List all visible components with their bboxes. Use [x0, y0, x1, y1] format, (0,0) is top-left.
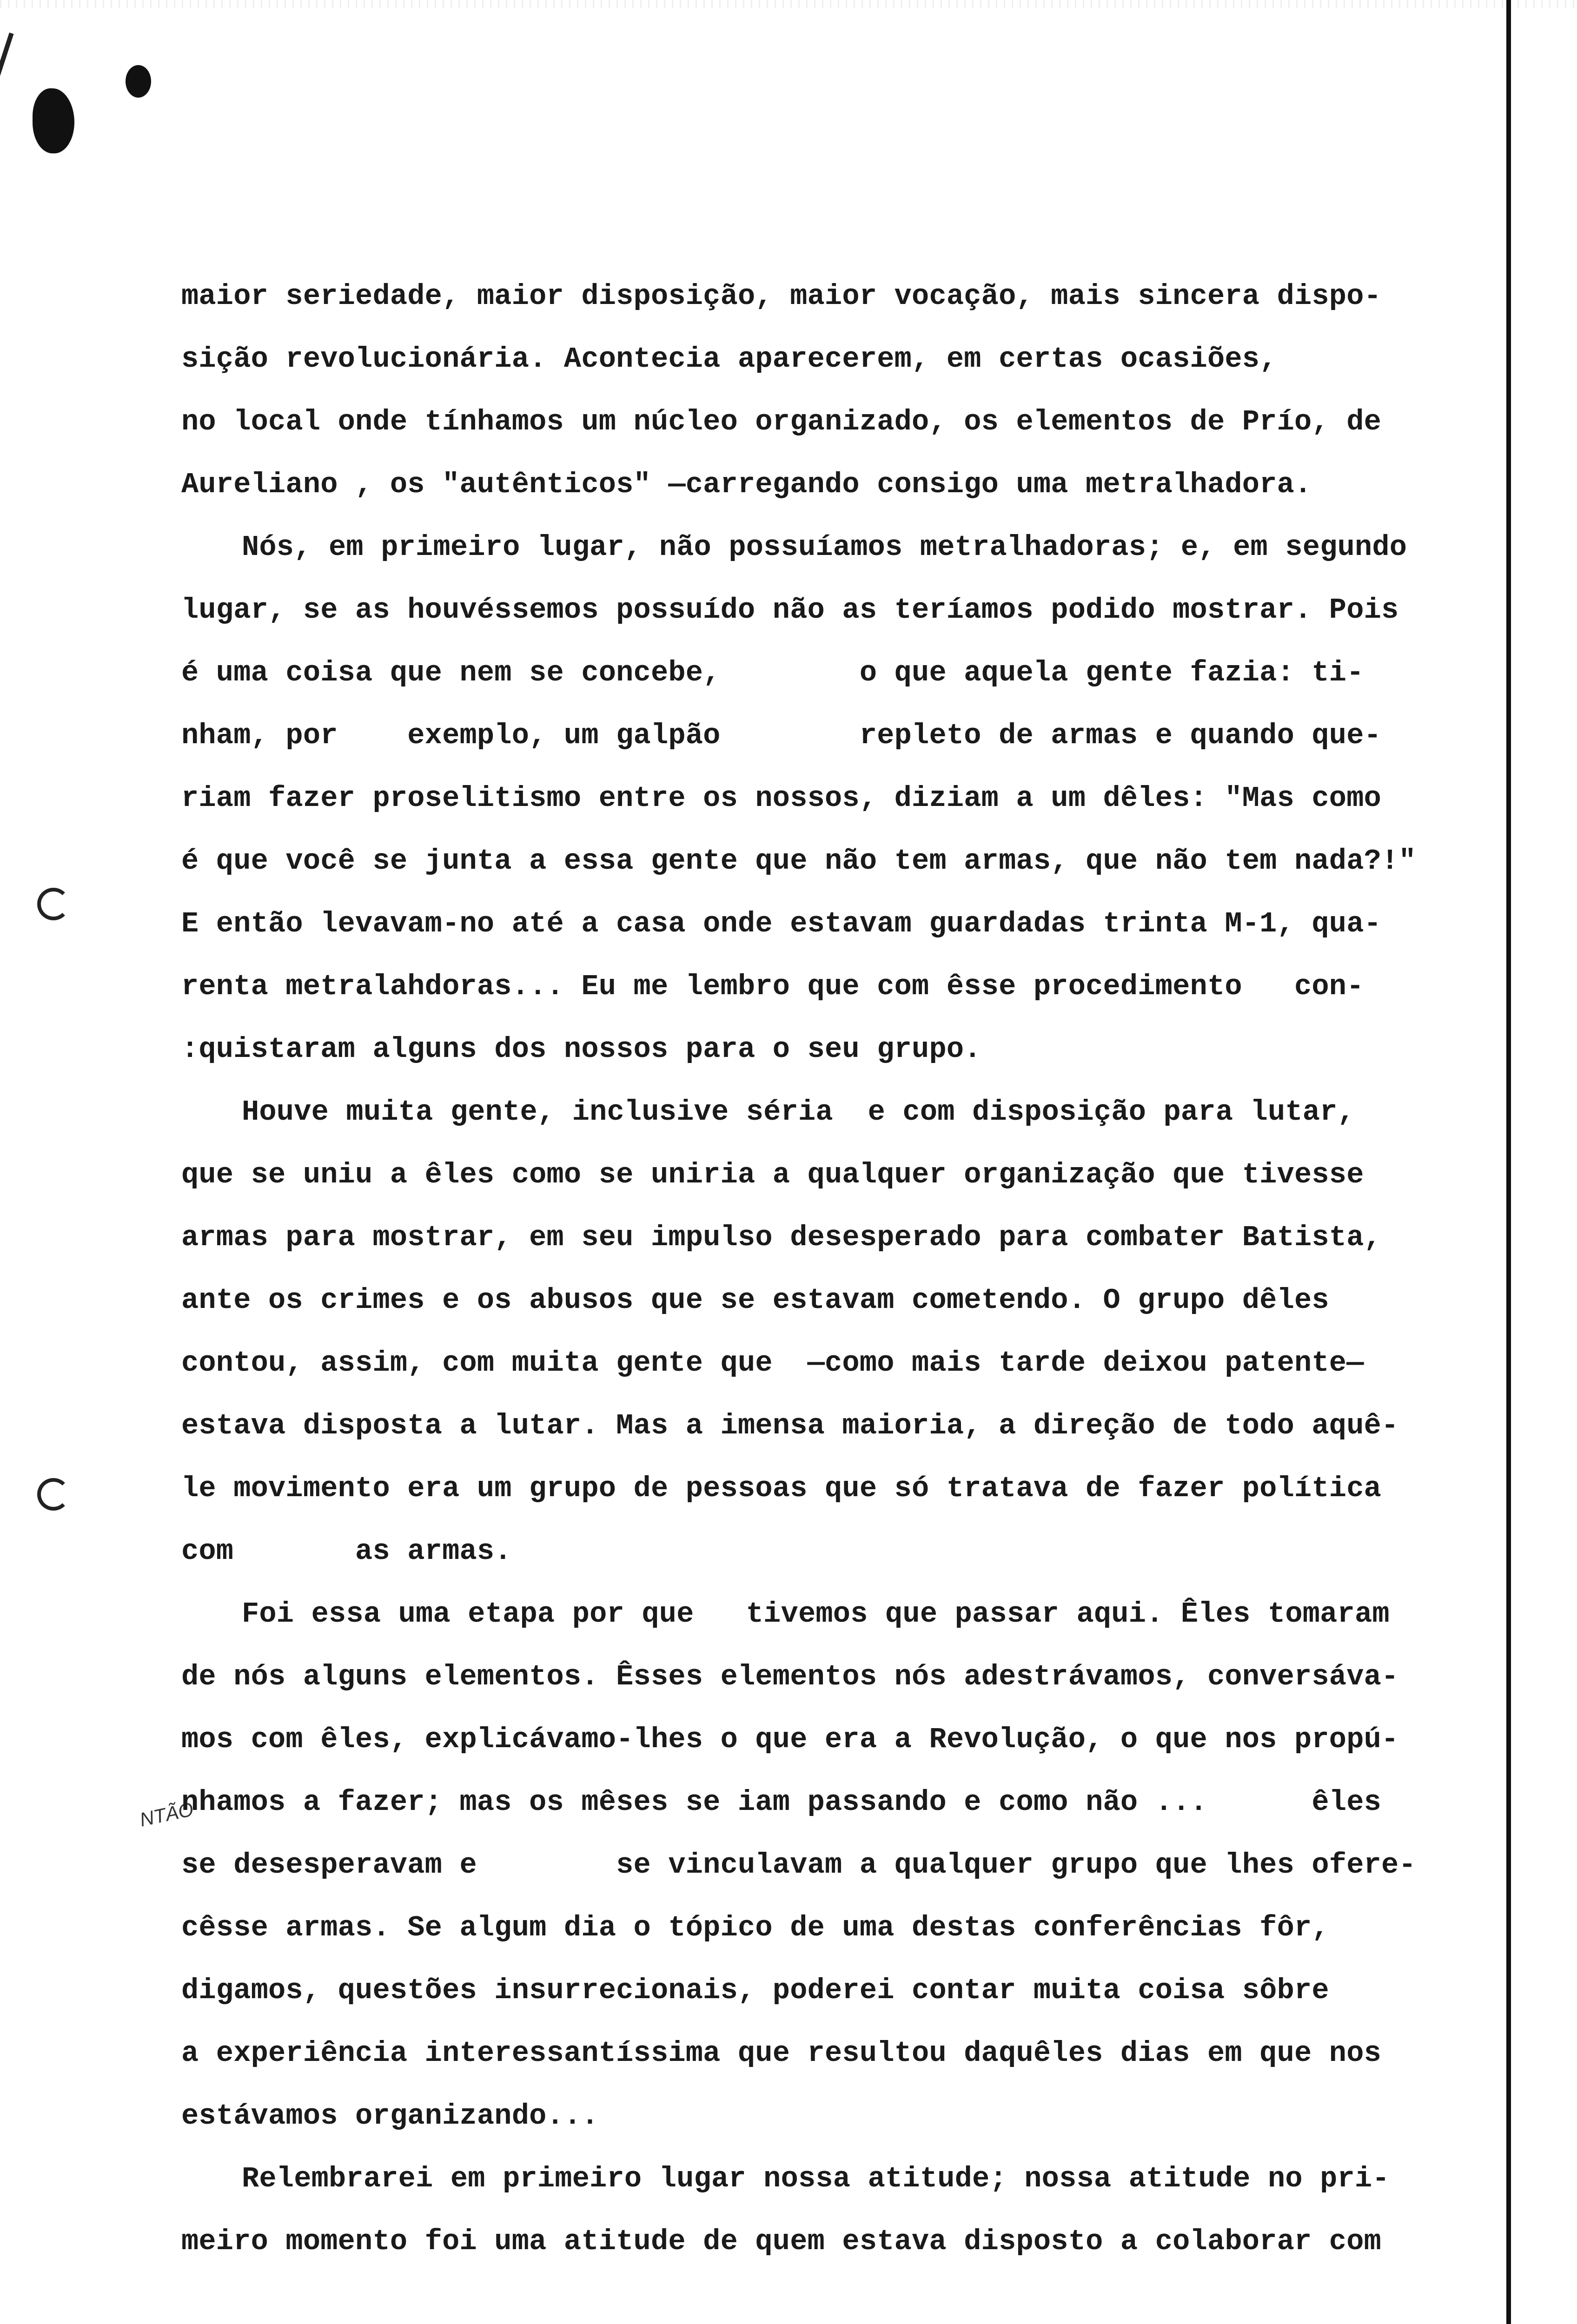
text-line: meiro momento foi uma atitude de quem estava disposto a colaborar com — [181, 2225, 1382, 2258]
text-line: Aureliano , os "autênticos" —carregando consigo uma metralhadora. — [181, 468, 1312, 501]
scan-artifact-top — [0, 0, 1577, 8]
text-line: de nós alguns elementos. Êsses elementos nós adestrávamos, conversáva- — [181, 1660, 1399, 1693]
text-line: sição revolucionária. Acontecia aparecerem, em certas ocasiões, — [181, 343, 1277, 376]
text-line: nham, por exemplo, um galpão repleto de armas e quando que- — [181, 719, 1382, 752]
text-line: no local onde tínhamos um núcleo organizado, os elementos de Prío, de — [181, 405, 1382, 438]
text-line: :quistaram alguns dos nossos para o seu grupo. — [181, 1033, 981, 1066]
text-line: riam fazer proselitismo entre os nossos, diziam a um dêles: "Mas como — [181, 782, 1382, 815]
text-line: Relembrarei em primeiro lugar nossa atitude; nossa atitude no pri- — [242, 2162, 1390, 2195]
text-line: nhamos a fazer; mas os mêses se iam passando e como não ... êles — [181, 1786, 1382, 1819]
text-line: le movimento era um grupo de pessoas que só tratava de fazer política — [181, 1472, 1382, 1505]
text-line: maior seriedade, maior disposição, maior vocação, mais sincera dispo- — [181, 280, 1382, 313]
text-line: ante os crimes e os abusos que se estavam cometendo. O grupo dêles — [181, 1284, 1329, 1317]
punch-hole-lower — [37, 1478, 70, 1511]
text-line: digamos, questões insurrecionais, poderei contar muita coisa sôbre — [181, 1974, 1329, 2007]
text-line: contou, assim, com muita gente que —como mais tarde deixou patente— — [181, 1347, 1364, 1380]
text-line: Foi essa uma etapa por que tivemos que passar aqui. Êles tomaram — [242, 1598, 1390, 1631]
margin-note: NTÃO — [138, 1798, 196, 1831]
text-line: estava disposta a lutar. Mas a imensa maioria, a direção de todo aquê- — [181, 1409, 1399, 1442]
text-line: Nós, em primeiro lugar, não possuíamos metralhadoras; e, em segundo — [242, 531, 1407, 564]
text-line: é uma coisa que nem se concebe, o que aquela gente fazia: ti- — [181, 656, 1364, 689]
text-line: E então levavam-no até a casa onde estavam guardadas trinta M-1, qua- — [181, 907, 1382, 940]
text-line: mos com êles, explicávamo-lhes o que era a Revolução, o que nos propú- — [181, 1723, 1399, 1756]
ink-dot-mark — [126, 65, 151, 98]
text-line: a experiência interessantíssima que resultou daquêles dias em que nos — [181, 2037, 1382, 2070]
typed-text-body — [181, 265, 1511, 2273]
text-line: Houve muita gente, inclusive séria e com disposição para lutar, — [242, 1096, 1355, 1129]
text-line: que se uniu a êles como se uniria a qualquer organização que tivesse — [181, 1158, 1364, 1191]
text-line: estávamos organizando... — [181, 2100, 599, 2133]
text-line: se desesperavam e se vinculavam a qualquer grupo que lhes ofere- — [181, 1849, 1416, 1882]
pen-slash-mark — [0, 33, 14, 127]
text-line: cêsse armas. Se algum dia o tópico de uma destas conferências fôr, — [181, 1911, 1329, 1944]
text-line: é que você se junta a essa gente que não tem armas, que não tem nada?!" — [181, 845, 1416, 878]
text-line: com as armas. — [181, 1535, 512, 1568]
punch-hole-upper — [37, 888, 70, 920]
text-line: armas para mostrar, em seu impulso desesperado para combater Batista, — [181, 1221, 1382, 1254]
ink-blot-mark — [33, 88, 74, 153]
text-line: lugar, se as houvéssemos possuído não as teríamos podido mostrar. Pois — [181, 594, 1399, 627]
text-line: renta metralahdoras... Eu me lembro que com êsse procedimento con- — [181, 970, 1364, 1003]
